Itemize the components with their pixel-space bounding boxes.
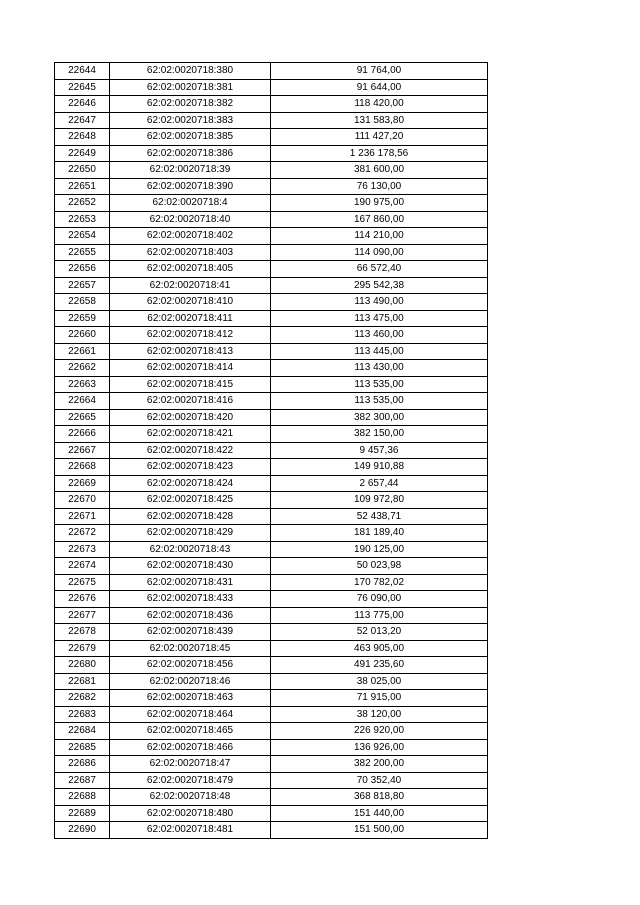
row-number-cell: 22649 [55, 145, 110, 162]
table-row [55, 690, 488, 707]
cadastral-number-cell: 62:02:0020718:48 [110, 789, 271, 806]
cadastral-number-cell: 62:02:0020718:4 [110, 195, 271, 212]
value-cell: 167 860,00 [271, 211, 488, 228]
row-number-cell: 22659 [55, 310, 110, 327]
table-row [55, 360, 488, 377]
row-number-cell: 22671 [55, 508, 110, 525]
table-row [55, 261, 488, 278]
row-number-cell: 22679 [55, 640, 110, 657]
cadastral-number-cell: 62:02:0020718:386 [110, 145, 271, 162]
row-number-cell: 22662 [55, 360, 110, 377]
row-number-cell: 22651 [55, 178, 110, 195]
table-row [55, 772, 488, 789]
row-number-cell: 22661 [55, 343, 110, 360]
row-number-cell: 22688 [55, 789, 110, 806]
value-cell: 170 782,02 [271, 574, 488, 591]
value-cell: 52 013,20 [271, 624, 488, 641]
cadastral-number-cell: 62:02:0020718:423 [110, 459, 271, 476]
value-cell: 113 460,00 [271, 327, 488, 344]
row-number-cell: 22686 [55, 756, 110, 773]
row-number-cell: 22670 [55, 492, 110, 509]
cadastral-number-cell: 62:02:0020718:433 [110, 591, 271, 608]
row-number-cell: 22674 [55, 558, 110, 575]
row-number-cell: 22690 [55, 822, 110, 839]
value-cell: 151 500,00 [271, 822, 488, 839]
cadastral-number-cell: 62:02:0020718:425 [110, 492, 271, 509]
table-row [55, 591, 488, 608]
value-cell: 382 300,00 [271, 409, 488, 426]
table-row [55, 706, 488, 723]
row-number-cell: 22658 [55, 294, 110, 311]
table-row [55, 574, 488, 591]
cadastral-number-cell: 62:02:0020718:416 [110, 393, 271, 410]
row-number-cell: 22656 [55, 261, 110, 278]
value-cell: 52 438,71 [271, 508, 488, 525]
table-row [55, 112, 488, 129]
row-number-cell: 22683 [55, 706, 110, 723]
cadastral-number-cell: 62:02:0020718:47 [110, 756, 271, 773]
value-cell: 1 236 178,56 [271, 145, 488, 162]
cadastral-number-cell: 62:02:0020718:383 [110, 112, 271, 129]
cadastral-number-cell: 62:02:0020718:466 [110, 739, 271, 756]
value-cell: 118 420,00 [271, 96, 488, 113]
cadastral-number-cell: 62:02:0020718:420 [110, 409, 271, 426]
row-number-cell: 22677 [55, 607, 110, 624]
table-body [55, 63, 488, 839]
value-cell: 382 150,00 [271, 426, 488, 443]
row-number-cell: 22646 [55, 96, 110, 113]
row-number-cell: 22668 [55, 459, 110, 476]
cadastral-number-cell: 62:02:0020718:46 [110, 673, 271, 690]
value-cell: 91 764,00 [271, 63, 488, 80]
cadastral-number-cell: 62:02:0020718:456 [110, 657, 271, 674]
cadastral-number-cell: 62:02:0020718:464 [110, 706, 271, 723]
row-number-cell: 22655 [55, 244, 110, 261]
cadastral-number-cell: 62:02:0020718:40 [110, 211, 271, 228]
value-cell: 491 235,60 [271, 657, 488, 674]
table-row [55, 541, 488, 558]
table-row [55, 244, 488, 261]
table-row [55, 211, 488, 228]
value-cell: 190 125,00 [271, 541, 488, 558]
cadastral-number-cell: 62:02:0020718:403 [110, 244, 271, 261]
row-number-cell: 22685 [55, 739, 110, 756]
table-row [55, 475, 488, 492]
table-row [55, 63, 488, 80]
table-row [55, 79, 488, 96]
value-cell: 113 430,00 [271, 360, 488, 377]
cadastral-number-cell: 62:02:0020718:41 [110, 277, 271, 294]
table-row [55, 607, 488, 624]
row-number-cell: 22673 [55, 541, 110, 558]
cadastral-number-cell: 62:02:0020718:422 [110, 442, 271, 459]
value-cell: 131 583,80 [271, 112, 488, 129]
value-cell: 38 025,00 [271, 673, 488, 690]
table-row [55, 673, 488, 690]
table-row [55, 624, 488, 641]
table-row [55, 129, 488, 146]
table-row [55, 393, 488, 410]
row-number-cell: 22672 [55, 525, 110, 542]
cadastral-number-cell: 62:02:0020718:43 [110, 541, 271, 558]
value-cell: 109 972,80 [271, 492, 488, 509]
row-number-cell: 22682 [55, 690, 110, 707]
cadastral-number-cell: 62:02:0020718:402 [110, 228, 271, 245]
value-cell: 71 915,00 [271, 690, 488, 707]
cadastral-number-cell: 62:02:0020718:405 [110, 261, 271, 278]
table-row [55, 145, 488, 162]
row-number-cell: 22650 [55, 162, 110, 179]
row-number-cell: 22680 [55, 657, 110, 674]
value-cell: 463 905,00 [271, 640, 488, 657]
table-row [55, 459, 488, 476]
value-cell: 91 644,00 [271, 79, 488, 96]
table-row [55, 657, 488, 674]
value-cell: 76 130,00 [271, 178, 488, 195]
table-row [55, 558, 488, 575]
cadastral-number-cell: 62:02:0020718:390 [110, 178, 271, 195]
table-row [55, 822, 488, 839]
table-row [55, 162, 488, 179]
value-cell: 113 490,00 [271, 294, 488, 311]
row-number-cell: 22645 [55, 79, 110, 96]
value-cell: 136 926,00 [271, 739, 488, 756]
row-number-cell: 22654 [55, 228, 110, 245]
row-number-cell: 22647 [55, 112, 110, 129]
table-row [55, 343, 488, 360]
table-row [55, 426, 488, 443]
value-cell: 50 023,98 [271, 558, 488, 575]
cadastral-value-table [54, 62, 488, 839]
table-row [55, 376, 488, 393]
value-cell: 66 572,40 [271, 261, 488, 278]
table-row [55, 96, 488, 113]
cadastral-number-cell: 62:02:0020718:465 [110, 723, 271, 740]
table-row [55, 525, 488, 542]
cadastral-number-cell: 62:02:0020718:430 [110, 558, 271, 575]
cadastral-number-cell: 62:02:0020718:39 [110, 162, 271, 179]
table-row [55, 508, 488, 525]
cadastral-number-cell: 62:02:0020718:413 [110, 343, 271, 360]
row-number-cell: 22653 [55, 211, 110, 228]
table-row [55, 277, 488, 294]
value-cell: 111 427,20 [271, 129, 488, 146]
value-cell: 38 120,00 [271, 706, 488, 723]
cadastral-number-cell: 62:02:0020718:410 [110, 294, 271, 311]
row-number-cell: 22667 [55, 442, 110, 459]
cadastral-number-cell: 62:02:0020718:481 [110, 822, 271, 839]
table-row [55, 294, 488, 311]
value-cell: 113 475,00 [271, 310, 488, 327]
cadastral-number-cell: 62:02:0020718:436 [110, 607, 271, 624]
value-cell: 2 657,44 [271, 475, 488, 492]
table-row [55, 756, 488, 773]
value-cell: 113 445,00 [271, 343, 488, 360]
table-row [55, 178, 488, 195]
value-cell: 295 542,38 [271, 277, 488, 294]
row-number-cell: 22666 [55, 426, 110, 443]
cadastral-number-cell: 62:02:0020718:385 [110, 129, 271, 146]
row-number-cell: 22660 [55, 327, 110, 344]
value-cell: 113 535,00 [271, 393, 488, 410]
value-cell: 368 818,80 [271, 789, 488, 806]
cadastral-number-cell: 62:02:0020718:428 [110, 508, 271, 525]
row-number-cell: 22684 [55, 723, 110, 740]
row-number-cell: 22675 [55, 574, 110, 591]
cadastral-number-cell: 62:02:0020718:382 [110, 96, 271, 113]
row-number-cell: 22644 [55, 63, 110, 80]
value-cell: 114 090,00 [271, 244, 488, 261]
table-row [55, 409, 488, 426]
row-number-cell: 22669 [55, 475, 110, 492]
value-cell: 190 975,00 [271, 195, 488, 212]
cadastral-number-cell: 62:02:0020718:429 [110, 525, 271, 542]
value-cell: 381 600,00 [271, 162, 488, 179]
row-number-cell: 22652 [55, 195, 110, 212]
table-row [55, 492, 488, 509]
value-cell: 9 457,36 [271, 442, 488, 459]
row-number-cell: 22676 [55, 591, 110, 608]
row-number-cell: 22663 [55, 376, 110, 393]
value-cell: 76 090,00 [271, 591, 488, 608]
row-number-cell: 22678 [55, 624, 110, 641]
row-number-cell: 22681 [55, 673, 110, 690]
value-cell: 151 440,00 [271, 805, 488, 822]
cadastral-number-cell: 62:02:0020718:421 [110, 426, 271, 443]
cadastral-number-cell: 62:02:0020718:479 [110, 772, 271, 789]
value-cell: 114 210,00 [271, 228, 488, 245]
row-number-cell: 22665 [55, 409, 110, 426]
table-row [55, 640, 488, 657]
cadastral-number-cell: 62:02:0020718:412 [110, 327, 271, 344]
value-cell: 113 775,00 [271, 607, 488, 624]
cadastral-number-cell: 62:02:0020718:463 [110, 690, 271, 707]
cadastral-number-cell: 62:02:0020718:45 [110, 640, 271, 657]
table-row [55, 739, 488, 756]
cadastral-number-cell: 62:02:0020718:414 [110, 360, 271, 377]
row-number-cell: 22657 [55, 277, 110, 294]
cadastral-number-cell: 62:02:0020718:424 [110, 475, 271, 492]
table-row [55, 327, 488, 344]
table-row [55, 723, 488, 740]
value-cell: 70 352,40 [271, 772, 488, 789]
value-cell: 382 200,00 [271, 756, 488, 773]
cadastral-number-cell: 62:02:0020718:381 [110, 79, 271, 96]
table-row [55, 310, 488, 327]
table-row [55, 442, 488, 459]
table-row [55, 228, 488, 245]
row-number-cell: 22687 [55, 772, 110, 789]
cadastral-number-cell: 62:02:0020718:431 [110, 574, 271, 591]
table-row [55, 805, 488, 822]
row-number-cell: 22689 [55, 805, 110, 822]
cadastral-number-cell: 62:02:0020718:439 [110, 624, 271, 641]
cadastral-number-cell: 62:02:0020718:480 [110, 805, 271, 822]
value-cell: 113 535,00 [271, 376, 488, 393]
row-number-cell: 22664 [55, 393, 110, 410]
cadastral-number-cell: 62:02:0020718:415 [110, 376, 271, 393]
value-cell: 226 920,00 [271, 723, 488, 740]
cadastral-number-cell: 62:02:0020718:380 [110, 63, 271, 80]
value-cell: 149 910,88 [271, 459, 488, 476]
table-row [55, 789, 488, 806]
row-number-cell: 22648 [55, 129, 110, 146]
cadastral-number-cell: 62:02:0020718:411 [110, 310, 271, 327]
value-cell: 181 189,40 [271, 525, 488, 542]
table-row [55, 195, 488, 212]
